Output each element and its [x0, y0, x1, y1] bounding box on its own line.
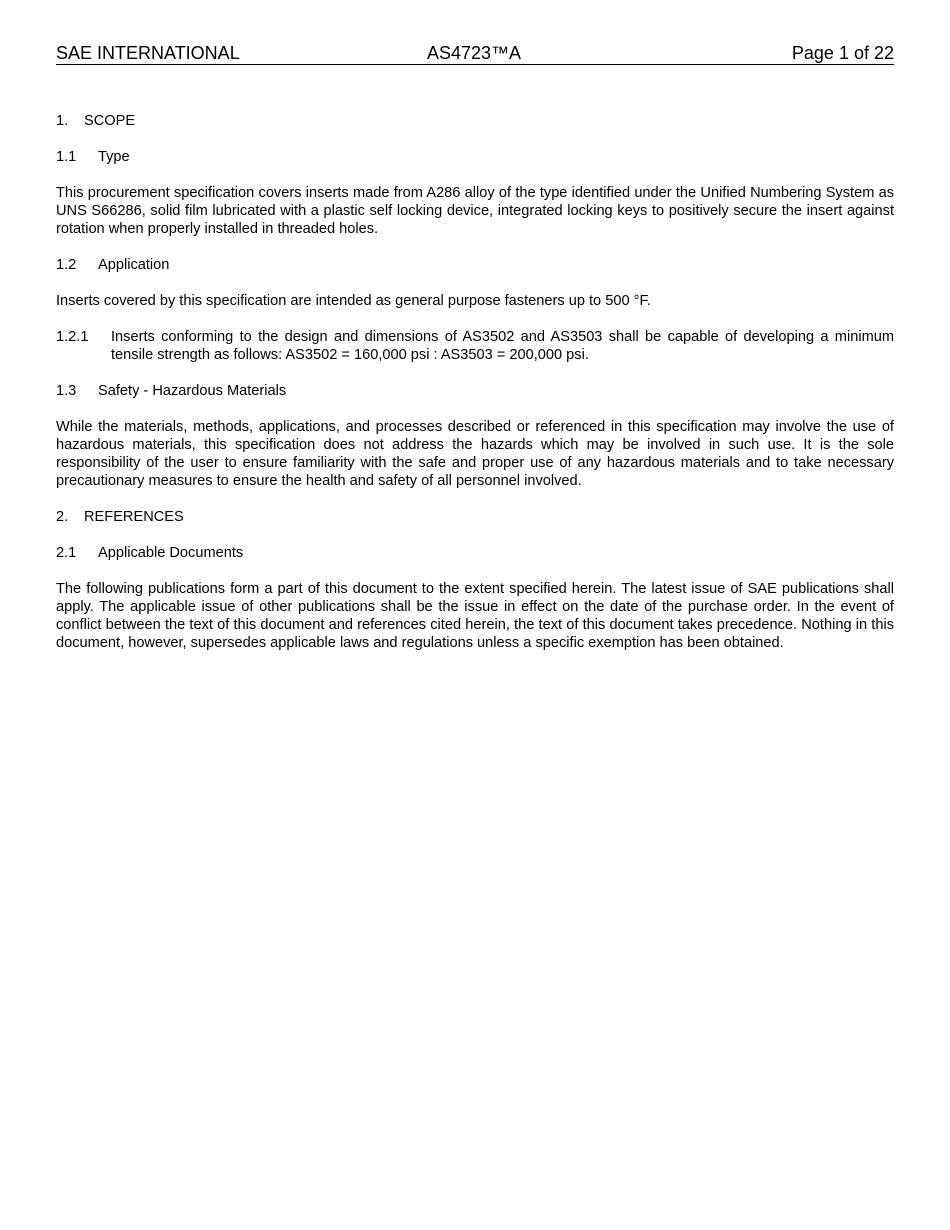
header-document-id: AS4723™A: [427, 43, 522, 63]
section-number: 1.1: [56, 149, 77, 165]
section-2-1-heading: [56, 544, 894, 562]
section-title: REFERENCES: [84, 509, 184, 525]
section-number: 1.: [56, 113, 69, 129]
section-1-1-paragraph: This procurement specification covers inserts made from A286 alloy of the type identified under the Unified Numbering System as UNS S66286, solid film lubricated with a plastic self locking device, integrated locking keys to positively secure the insert against rotation when properly installed in threaded holes.: [56, 185, 894, 237]
section-1-2-1-text: Inserts conforming to the design and dimensions of AS3502 and AS3503 shall be capable of developing a minimum tensile strength as follows: AS3502 = 160,000 psi : AS3503 = 200,000 psi.: [111, 329, 894, 363]
document-body: [56, 112, 894, 670]
page-header: [56, 42, 894, 65]
header-organization: SAE INTERNATIONAL: [56, 43, 240, 63]
section-title: Applicable Documents: [98, 545, 244, 561]
section-1-1-heading: [56, 148, 894, 166]
section-1-heading: [56, 112, 894, 130]
section-1-2-heading: [56, 256, 894, 274]
section-title: Application: [98, 257, 170, 273]
section-1-2-paragraph: Inserts covered by this specification are intended as general purpose fasteners up to 500 °F.: [56, 293, 651, 309]
section-1-3-paragraph: While the materials, methods, applications, and processes described or referenced in this specification may involve the use of hazardous materials, this specification does not address the hazards which may be involved in such use. It is the sole responsibility of the user to ensure familiarity with the safe and proper use of any hazardous materials and to take necessary precautionary measures to ensure the health and safety of all personnel involved.: [56, 419, 894, 489]
section-2-heading: [56, 508, 894, 526]
section-title: SCOPE: [84, 113, 136, 129]
section-number: 1.3: [56, 383, 77, 399]
section-number: 1.2.1: [56, 329, 89, 345]
section-1-2-1-clause: [56, 328, 894, 364]
header-page-number: Page 1 of 22: [791, 43, 894, 63]
section-title: Type: [98, 149, 130, 165]
section-title: Safety - Hazardous Materials: [98, 383, 287, 399]
section-2-1-paragraph: The following publications form a part of this document to the extent specified herein. The latest issue of SAE publications shall apply. The applicable issue of other publications shall be the issue in effect on the date of the purchase order. In the event of conflict between the text of this document and references cited herein, the text of this document takes precedence. Nothing in this document, however, supersedes applicable laws and regulations unless a specific exemption has been obtained.: [56, 581, 894, 651]
section-number: 1.2: [56, 257, 77, 273]
section-1-3-heading: [56, 382, 894, 400]
section-number: 2.1: [56, 545, 77, 561]
section-number: 2.: [56, 509, 69, 525]
